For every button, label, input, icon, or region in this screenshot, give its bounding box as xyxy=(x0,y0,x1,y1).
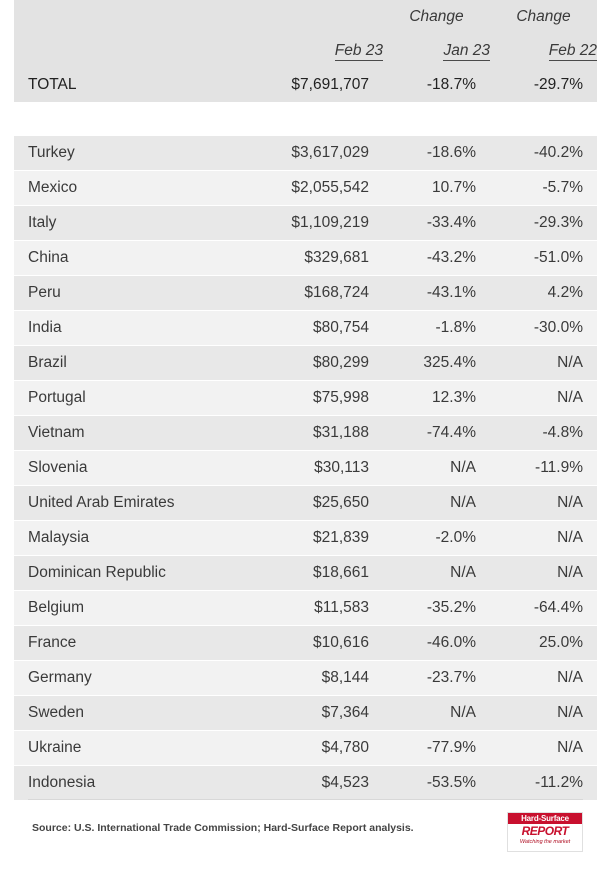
imports-table xyxy=(14,0,597,801)
country-change2: -4.8% xyxy=(490,416,597,451)
country-change1: N/A xyxy=(383,556,490,591)
country-change2: N/A xyxy=(490,486,597,521)
country-value: $80,754 xyxy=(256,311,383,346)
total-row xyxy=(14,68,597,102)
table-row xyxy=(14,556,597,591)
table-row xyxy=(14,136,597,171)
country-change1: N/A xyxy=(383,696,490,731)
header-change1-label: Change xyxy=(383,0,490,34)
country-change1: 12.3% xyxy=(383,381,490,416)
header-period-current xyxy=(256,34,383,68)
country-change2: -40.2% xyxy=(490,136,597,171)
country-change2: -30.0% xyxy=(490,311,597,346)
country-name: Turkey xyxy=(14,136,256,171)
country-name: Indonesia xyxy=(14,766,256,801)
country-change1: -43.2% xyxy=(383,241,490,276)
country-name: United Arab Emirates xyxy=(14,486,256,521)
header-blank-name xyxy=(14,0,256,34)
country-value: $4,780 xyxy=(256,731,383,766)
country-value: $10,616 xyxy=(256,626,383,661)
country-value: $25,650 xyxy=(256,486,383,521)
country-name: India xyxy=(14,311,256,346)
table-row xyxy=(14,171,597,206)
country-change2: 4.2% xyxy=(490,276,597,311)
table-row xyxy=(14,451,597,486)
country-value: $2,055,542 xyxy=(256,171,383,206)
source-note: Source: U.S. International Trade Commission; Hard-Surface Report analysis. xyxy=(32,822,414,834)
country-change1: N/A xyxy=(383,451,490,486)
country-change2: N/A xyxy=(490,521,597,556)
total-change2: -29.7% xyxy=(490,68,597,102)
country-change2: -11.9% xyxy=(490,451,597,486)
header-period-prev-month xyxy=(383,34,490,68)
table-row xyxy=(14,626,597,661)
table-row xyxy=(14,661,597,696)
spacer-row xyxy=(14,102,597,136)
publisher-logo xyxy=(507,812,583,852)
country-name: Germany xyxy=(14,661,256,696)
country-change1: -35.2% xyxy=(383,591,490,626)
logo-line-2: REPORT xyxy=(521,824,569,838)
table-row xyxy=(14,346,597,381)
header-period-prev-year-text: Feb 22 xyxy=(548,42,597,59)
spacer-cell-4 xyxy=(490,102,597,136)
spacer-cell-2 xyxy=(256,102,383,136)
table-row xyxy=(14,206,597,241)
table-row xyxy=(14,521,597,556)
country-value: $168,724 xyxy=(256,276,383,311)
country-value: $3,617,029 xyxy=(256,136,383,171)
country-change2: N/A xyxy=(490,696,597,731)
country-name: Malaysia xyxy=(14,521,256,556)
country-change2: N/A xyxy=(490,661,597,696)
country-value: $18,661 xyxy=(256,556,383,591)
table-row xyxy=(14,311,597,346)
country-name: Belgium xyxy=(14,591,256,626)
country-value: $329,681 xyxy=(256,241,383,276)
country-value: $30,113 xyxy=(256,451,383,486)
header-period-current-text: Feb 23 xyxy=(334,42,383,59)
country-value: $4,523 xyxy=(256,766,383,801)
country-value: $21,839 xyxy=(256,521,383,556)
country-change1: -1.8% xyxy=(383,311,490,346)
country-change1: 10.7% xyxy=(383,171,490,206)
country-name: Peru xyxy=(14,276,256,311)
table-row xyxy=(14,591,597,626)
table-header-sub-row xyxy=(14,34,597,68)
table-row xyxy=(14,416,597,451)
table-row xyxy=(14,241,597,276)
country-name: Vietnam xyxy=(14,416,256,451)
country-value: $7,364 xyxy=(256,696,383,731)
total-label: TOTAL xyxy=(14,68,256,102)
header-blank-value xyxy=(256,0,383,34)
country-change2: -11.2% xyxy=(490,766,597,801)
country-change2: -51.0% xyxy=(490,241,597,276)
country-change2: N/A xyxy=(490,381,597,416)
header-period-prev-month-text: Jan 23 xyxy=(443,42,490,59)
country-change1: -53.5% xyxy=(383,766,490,801)
total-value: $7,691,707 xyxy=(256,68,383,102)
country-name: Slovenia xyxy=(14,451,256,486)
logo-line-3: Watching the market xyxy=(519,839,571,845)
country-value: $31,188 xyxy=(256,416,383,451)
logo-line-1: Hard-Surface xyxy=(508,813,582,824)
country-change1: N/A xyxy=(383,486,490,521)
country-value: $8,144 xyxy=(256,661,383,696)
country-value: $80,299 xyxy=(256,346,383,381)
table-row xyxy=(14,731,597,766)
country-change1: -23.7% xyxy=(383,661,490,696)
country-name: Portugal xyxy=(14,381,256,416)
country-name: Dominican Republic xyxy=(14,556,256,591)
country-change2: -64.4% xyxy=(490,591,597,626)
country-name: China xyxy=(14,241,256,276)
country-value: $75,998 xyxy=(256,381,383,416)
table-row xyxy=(14,486,597,521)
table-header-top-row xyxy=(14,0,597,34)
country-name: France xyxy=(14,626,256,661)
country-value: $1,109,219 xyxy=(256,206,383,241)
country-value: $11,583 xyxy=(256,591,383,626)
country-change1: 325.4% xyxy=(383,346,490,381)
country-name: Sweden xyxy=(14,696,256,731)
table-row xyxy=(14,276,597,311)
spacer-cell-3 xyxy=(383,102,490,136)
country-name: Ukraine xyxy=(14,731,256,766)
country-change2: N/A xyxy=(490,731,597,766)
country-change1: -33.4% xyxy=(383,206,490,241)
country-change2: -29.3% xyxy=(490,206,597,241)
footer xyxy=(28,799,583,862)
country-change1: -77.9% xyxy=(383,731,490,766)
country-change1: -2.0% xyxy=(383,521,490,556)
total-change1: -18.7% xyxy=(383,68,490,102)
table-row xyxy=(14,381,597,416)
country-change2: N/A xyxy=(490,346,597,381)
country-change1: -74.4% xyxy=(383,416,490,451)
country-name: Brazil xyxy=(14,346,256,381)
table-row xyxy=(14,766,597,801)
country-name: Italy xyxy=(14,206,256,241)
country-change2: -5.7% xyxy=(490,171,597,206)
header-period-prev-year xyxy=(490,34,597,68)
table-row xyxy=(14,696,597,731)
spacer-cell-1 xyxy=(14,102,256,136)
country-change1: -43.1% xyxy=(383,276,490,311)
country-change2: 25.0% xyxy=(490,626,597,661)
country-change1: -46.0% xyxy=(383,626,490,661)
country-change2: N/A xyxy=(490,556,597,591)
country-change1: -18.6% xyxy=(383,136,490,171)
header-change2-label: Change xyxy=(490,0,597,34)
header-sub-blank xyxy=(14,34,256,68)
country-name: Mexico xyxy=(14,171,256,206)
